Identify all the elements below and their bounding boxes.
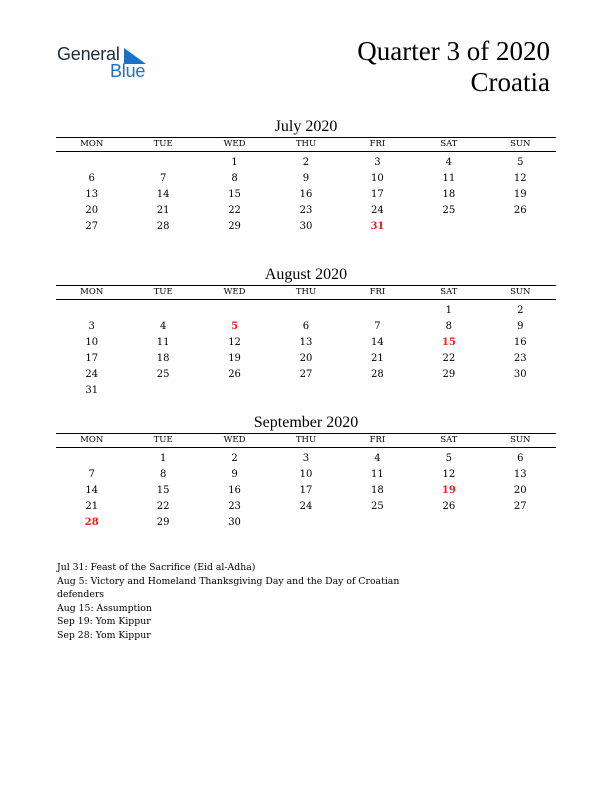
- day-cell: 15: [228, 189, 241, 200]
- weekday-label: WED: [223, 435, 246, 445]
- day-cell: 19: [513, 189, 527, 200]
- day-cell: 31: [85, 385, 99, 396]
- day-cell: 16: [299, 189, 313, 200]
- holiday-note: Aug 15: Assumption: [57, 602, 152, 614]
- day-cell: 23: [228, 501, 241, 512]
- weekday-label: SUN: [510, 287, 531, 297]
- day-cell: 19: [228, 353, 241, 364]
- country-title: Croatia: [470, 67, 550, 97]
- day-cell: 26: [442, 501, 456, 512]
- weekday-label: MON: [80, 139, 104, 149]
- day-cell: 22: [228, 205, 241, 216]
- weekday-label: TUE: [153, 139, 173, 149]
- weekday-label: WED: [223, 139, 246, 149]
- day-cell: 4: [445, 157, 453, 168]
- weekday-label: WED: [223, 287, 246, 297]
- day-cell: 27: [513, 501, 527, 512]
- holiday-day-cell: 15: [441, 337, 456, 348]
- day-cell: 16: [228, 485, 241, 496]
- day-cell: 29: [156, 517, 170, 528]
- week-row: [56, 219, 556, 235]
- day-cell: 4: [159, 321, 167, 332]
- month-title: September 2020: [253, 414, 359, 431]
- brand-logo: [57, 44, 157, 84]
- day-cell: 1: [159, 453, 167, 464]
- weekday-header: [56, 433, 556, 448]
- week-row: [56, 335, 556, 351]
- holiday-note: Aug 5: Victory and Homeland Thanksgiving Day and the Day of Croatian defenders: [57, 575, 400, 600]
- week-row: [56, 467, 556, 483]
- month-title: July 2020: [274, 118, 338, 135]
- day-cell: 25: [371, 501, 384, 512]
- day-cell: 3: [302, 453, 310, 464]
- day-cell: 5: [517, 157, 524, 168]
- day-cell: 1: [445, 305, 453, 316]
- day-cell: 3: [88, 321, 95, 332]
- day-cell: 11: [371, 469, 384, 480]
- weekday-label: SAT: [440, 287, 458, 297]
- day-cell: 4: [374, 453, 381, 464]
- day-cell: 10: [299, 469, 313, 480]
- weekday-label: SUN: [510, 435, 531, 445]
- day-cell: 21: [371, 353, 384, 364]
- day-cell: 20: [85, 205, 99, 216]
- day-cell: 23: [513, 353, 527, 364]
- day-cell: 18: [442, 189, 456, 200]
- week-row: [56, 451, 556, 467]
- holiday-day-cell: 5: [231, 321, 239, 332]
- day-cell: 24: [371, 205, 384, 216]
- day-cell: 25: [442, 205, 456, 216]
- day-cell: 28: [156, 221, 170, 232]
- weekday-label: MON: [80, 435, 104, 445]
- day-cell: 6: [517, 453, 524, 464]
- day-cell: 20: [513, 485, 527, 496]
- day-cell: 6: [88, 173, 95, 184]
- weekday-label: MON: [80, 287, 104, 297]
- day-cell: 20: [299, 353, 313, 364]
- day-cell: 14: [85, 485, 99, 496]
- week-row: [56, 187, 556, 203]
- day-cell: 8: [159, 469, 167, 480]
- day-cell: 22: [156, 501, 170, 512]
- day-cell: 7: [159, 173, 167, 184]
- brand-name-blue: Blue: [110, 61, 146, 81]
- day-cell: 6: [302, 321, 310, 332]
- month-calendar-july: [56, 117, 556, 235]
- day-cell: 1: [231, 157, 238, 168]
- day-cell: 26: [513, 205, 527, 216]
- weekday-label: FRI: [369, 287, 386, 297]
- week-row: [56, 203, 556, 219]
- week-row: [56, 483, 556, 499]
- day-cell: 12: [442, 469, 456, 480]
- week-row: [56, 499, 556, 515]
- day-cell: 30: [299, 221, 313, 232]
- day-cell: 10: [371, 173, 384, 184]
- weekday-header: [56, 137, 556, 152]
- day-cell: 24: [299, 501, 313, 512]
- week-row: [56, 171, 556, 187]
- day-cell: 22: [442, 353, 456, 364]
- page-title: [357, 36, 550, 98]
- day-cell: 18: [371, 485, 384, 496]
- weekday-label: THU: [295, 435, 317, 445]
- day-cell: 7: [88, 469, 95, 480]
- day-cell: 2: [302, 157, 310, 168]
- weekday-label: FRI: [369, 435, 386, 445]
- week-row: [56, 383, 556, 399]
- day-cell: 14: [371, 337, 384, 348]
- weekday-label: THU: [295, 139, 317, 149]
- weekday-label: TUE: [153, 287, 173, 297]
- day-cell: 9: [517, 321, 524, 332]
- day-cell: 13: [299, 337, 313, 348]
- day-cell: 9: [302, 173, 310, 184]
- holiday-notes: [57, 561, 417, 642]
- day-cell: 28: [371, 369, 384, 380]
- week-row: [56, 367, 556, 383]
- day-cell: 13: [513, 469, 527, 480]
- day-cell: 10: [85, 337, 99, 348]
- weekday-label: TUE: [153, 435, 173, 445]
- day-cell: 13: [85, 189, 99, 200]
- day-cell: 8: [445, 321, 453, 332]
- day-cell: 11: [156, 337, 170, 348]
- month-calendar-september: [56, 413, 556, 531]
- day-cell: 18: [156, 353, 170, 364]
- weekday-label: FRI: [369, 139, 386, 149]
- day-cell: 11: [442, 173, 456, 184]
- day-cell: 27: [85, 221, 99, 232]
- week-row: [56, 303, 556, 319]
- holiday-day-cell: 19: [441, 485, 456, 496]
- holiday-note: Sep 28: Yom Kippur: [57, 629, 151, 641]
- holiday-day-cell: 28: [84, 517, 99, 528]
- day-cell: 25: [156, 369, 170, 380]
- day-cell: 16: [513, 337, 527, 348]
- weekday-label: SAT: [440, 139, 458, 149]
- day-cell: 7: [374, 321, 381, 332]
- day-cell: 9: [231, 469, 238, 480]
- day-cell: 17: [371, 189, 384, 200]
- day-cell: 26: [228, 369, 241, 380]
- day-cell: 17: [85, 353, 99, 364]
- holiday-note: Jul 31: Feast of the Sacrifice (Eid al-Adha): [57, 562, 256, 573]
- day-cell: 21: [85, 501, 99, 512]
- month-title: August 2020: [264, 266, 348, 283]
- weekday-label: THU: [295, 287, 317, 297]
- day-cell: 23: [299, 205, 313, 216]
- day-cell: 24: [85, 369, 99, 380]
- weekday-label: SUN: [510, 139, 531, 149]
- quarter-title: Quarter 3 of 2020: [357, 36, 550, 66]
- day-cell: 30: [513, 369, 527, 380]
- day-cell: 2: [517, 305, 524, 316]
- day-cell: 30: [228, 517, 241, 528]
- week-row: [56, 155, 556, 171]
- month-calendar-august: [56, 265, 556, 399]
- day-cell: 12: [228, 337, 241, 348]
- brand-name-general: General: [57, 44, 120, 64]
- weekday-header: [56, 285, 556, 300]
- holiday-note: Sep 19: Yom Kippur: [57, 616, 151, 627]
- day-cell: 17: [299, 485, 313, 496]
- day-cell: 8: [231, 173, 238, 184]
- month-weeks: [56, 451, 556, 531]
- day-cell: 21: [156, 205, 170, 216]
- month-weeks: [56, 303, 556, 399]
- weekday-label: SAT: [440, 435, 458, 445]
- day-cell: 29: [228, 221, 241, 232]
- week-row: [56, 351, 556, 367]
- holiday-day-cell: 31: [370, 221, 385, 232]
- day-cell: 29: [442, 369, 456, 380]
- day-cell: 2: [231, 453, 238, 464]
- week-row: [56, 319, 556, 335]
- day-cell: 14: [156, 189, 170, 200]
- day-cell: 3: [374, 157, 381, 168]
- week-row: [56, 515, 556, 531]
- day-cell: 27: [299, 369, 313, 380]
- month-weeks: [56, 155, 556, 235]
- day-cell: 12: [513, 173, 527, 184]
- day-cell: 5: [445, 453, 453, 464]
- day-cell: 15: [156, 485, 170, 496]
